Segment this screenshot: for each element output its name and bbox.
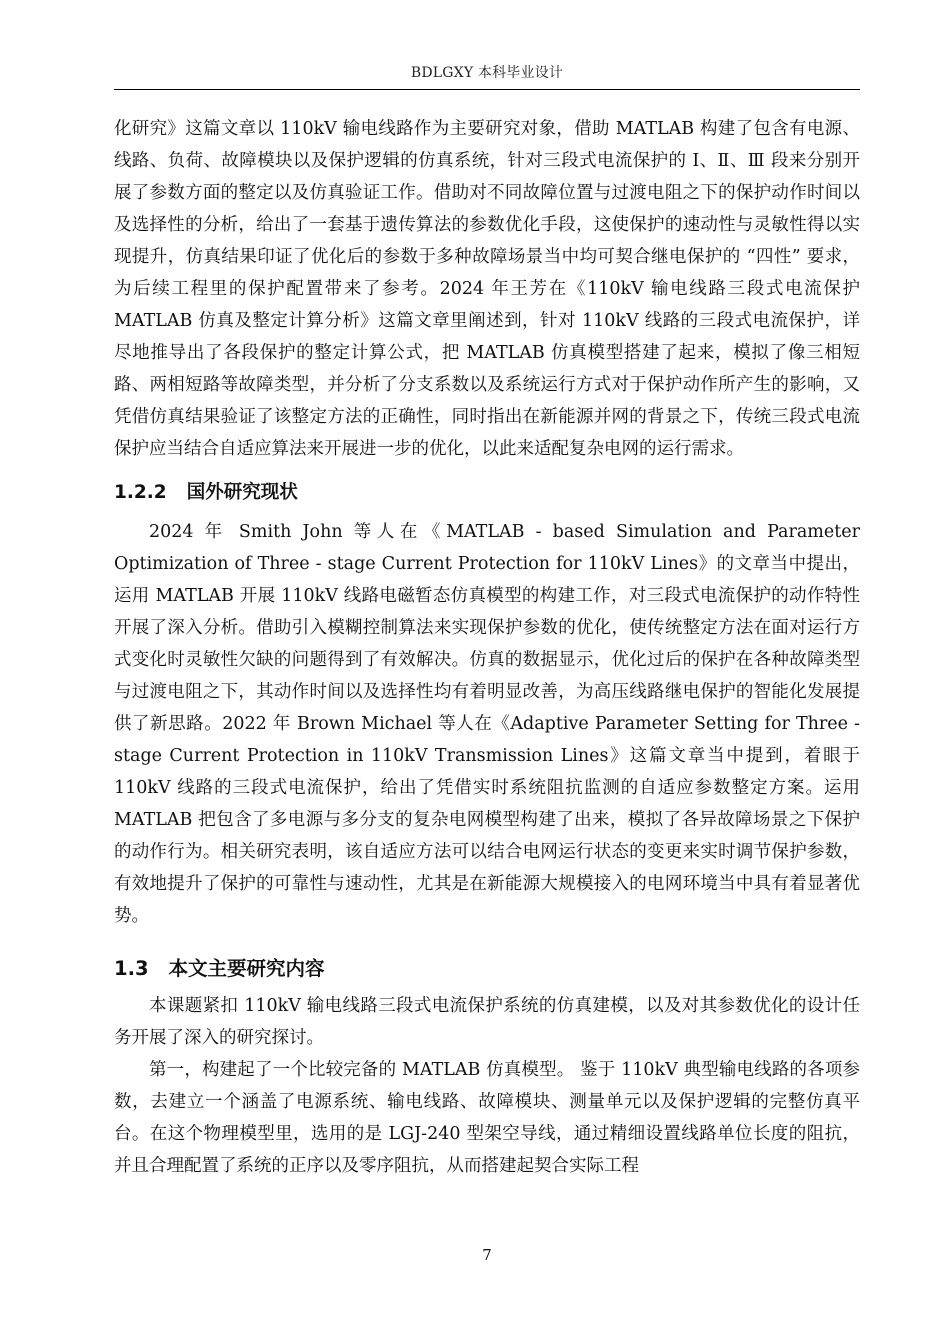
section-title: 本文主要研究内容 — [168, 957, 325, 980]
paragraph-research-item-1: 第一，构建起了一个比较完备的 MATLAB 仿真模型。 鉴于 110kV 典型输电线路的各项参数，去建立一个涵盖了电源系统、输电线路、故障模块、测量单元以及保护逻辑的完整仿真平台。在这个物理模型里，选用的是 LGJ-240 型架空导线，通过精细设置线路单位长度的阻抗，并且合理配置了系统的正序以及零序阻抗，从而搭建起契合实际工程 — [114, 1060, 860, 1176]
running-header: BDLGXY 本科毕业设计 — [410, 65, 564, 81]
section-number: 1.2.2 — [114, 482, 167, 503]
section-title: 国外研究现状 — [186, 482, 298, 503]
paragraph-foreign-research: 2024 年 Smith John 等人在《MATLAB - based Simulation and Parameter Optimization of Three - stage Current Protection for 110kV Lines》的文章当中提出，运用 MATLAB 开展 110kV 线路电磁暂态仿真模型的构建工作，对三段式电流保护的动作特性开展了深入分析。借助引入模糊控制算法来实现保护参数的优化，使传统整定方法在面对运行方式变化时灵敏性欠缺的问题得到了有效解决。仿真的数据显示，优化过后的保护在各种故障类型与过渡电阻之下，其动作时间以及选择性均有着明显改善，为高压线路继电保护的智能化发展提供了新思路。2022 年 Brown Michael 等人在《Adaptive Parameter Setting for Three - stage Current Protection in 110kV Transmission Lines》这篇文章当中提到，着眼于 110kV 线路的三段式电流保护，给出了凭借实时系统阻抗监测的自适应参数整定方案。运用 MATLAB 把包含了多电源与多分支的复杂电网模型构建了出来，模拟了各异故障场景之下保护的动作行为。相关研究表明，该自适应方法可以结合电网运行状态的变更来实时调节保护参数，有效地提升了保护的可靠性与速动性，尤其是在新能源大规模接入的电网环境当中具有着显著优势。 — [114, 522, 860, 926]
section-heading-1-2-2 — [114, 478, 860, 508]
section-heading-1-3 — [114, 954, 860, 984]
paragraph-research-overview: 本课题紧扣 110kV 输电线路三段式电流保护系统的仿真建模，以及对其参数优化的设计任务开展了深入的研究探讨。 — [114, 996, 860, 1048]
page-body — [114, 113, 860, 1182]
paragraph-domestic-research-continued: 化研究》这篇文章以 110kV 输电线路作为主要研究对象，借助 MATLAB 构建了包含有电源、线路、负荷、故障模块以及保护逻辑的仿真系统，针对三段式电流保护的 Ⅰ、Ⅱ、Ⅲ 段来分别开展了参数方面的整定以及仿真验证工作。借助对不同故障位置与过渡电阻之下的保护动作时间以及选择性的分析，给出了一套基于遗传算法的参数优化手段，这使保护的速动性与灵敏性得以实现提升，仿真结果印证了优化后的参数于多种故障场景当中均可契合继电保护的 “四性” 要求，为后续工程里的保护配置带来了参考。2024 年王芳在《110kV 输电线路三段式电流保护 MATLAB 仿真及整定计算分析》这篇文章里阐述到，针对 110kV 线路的三段式电流保护，详尽地推导出了各段保护的整定计算公式，把 MATLAB 仿真模型搭建了起来，模拟了像三相短路、两相短路等故障类型，并分析了分支系数以及系统运行方式对于保护动作所产生的影响，又凭借仿真结果验证了该整定方法的正确性，同时指出在新能源并网的背景之下，传统三段式电流保护应当结合自适应算法来开展进一步的优化，以此来适配复杂电网的运行需求。 — [114, 119, 860, 459]
header-rule — [114, 89, 860, 90]
page-number: 7 — [482, 1246, 492, 1264]
section-number: 1.3 — [114, 957, 149, 980]
